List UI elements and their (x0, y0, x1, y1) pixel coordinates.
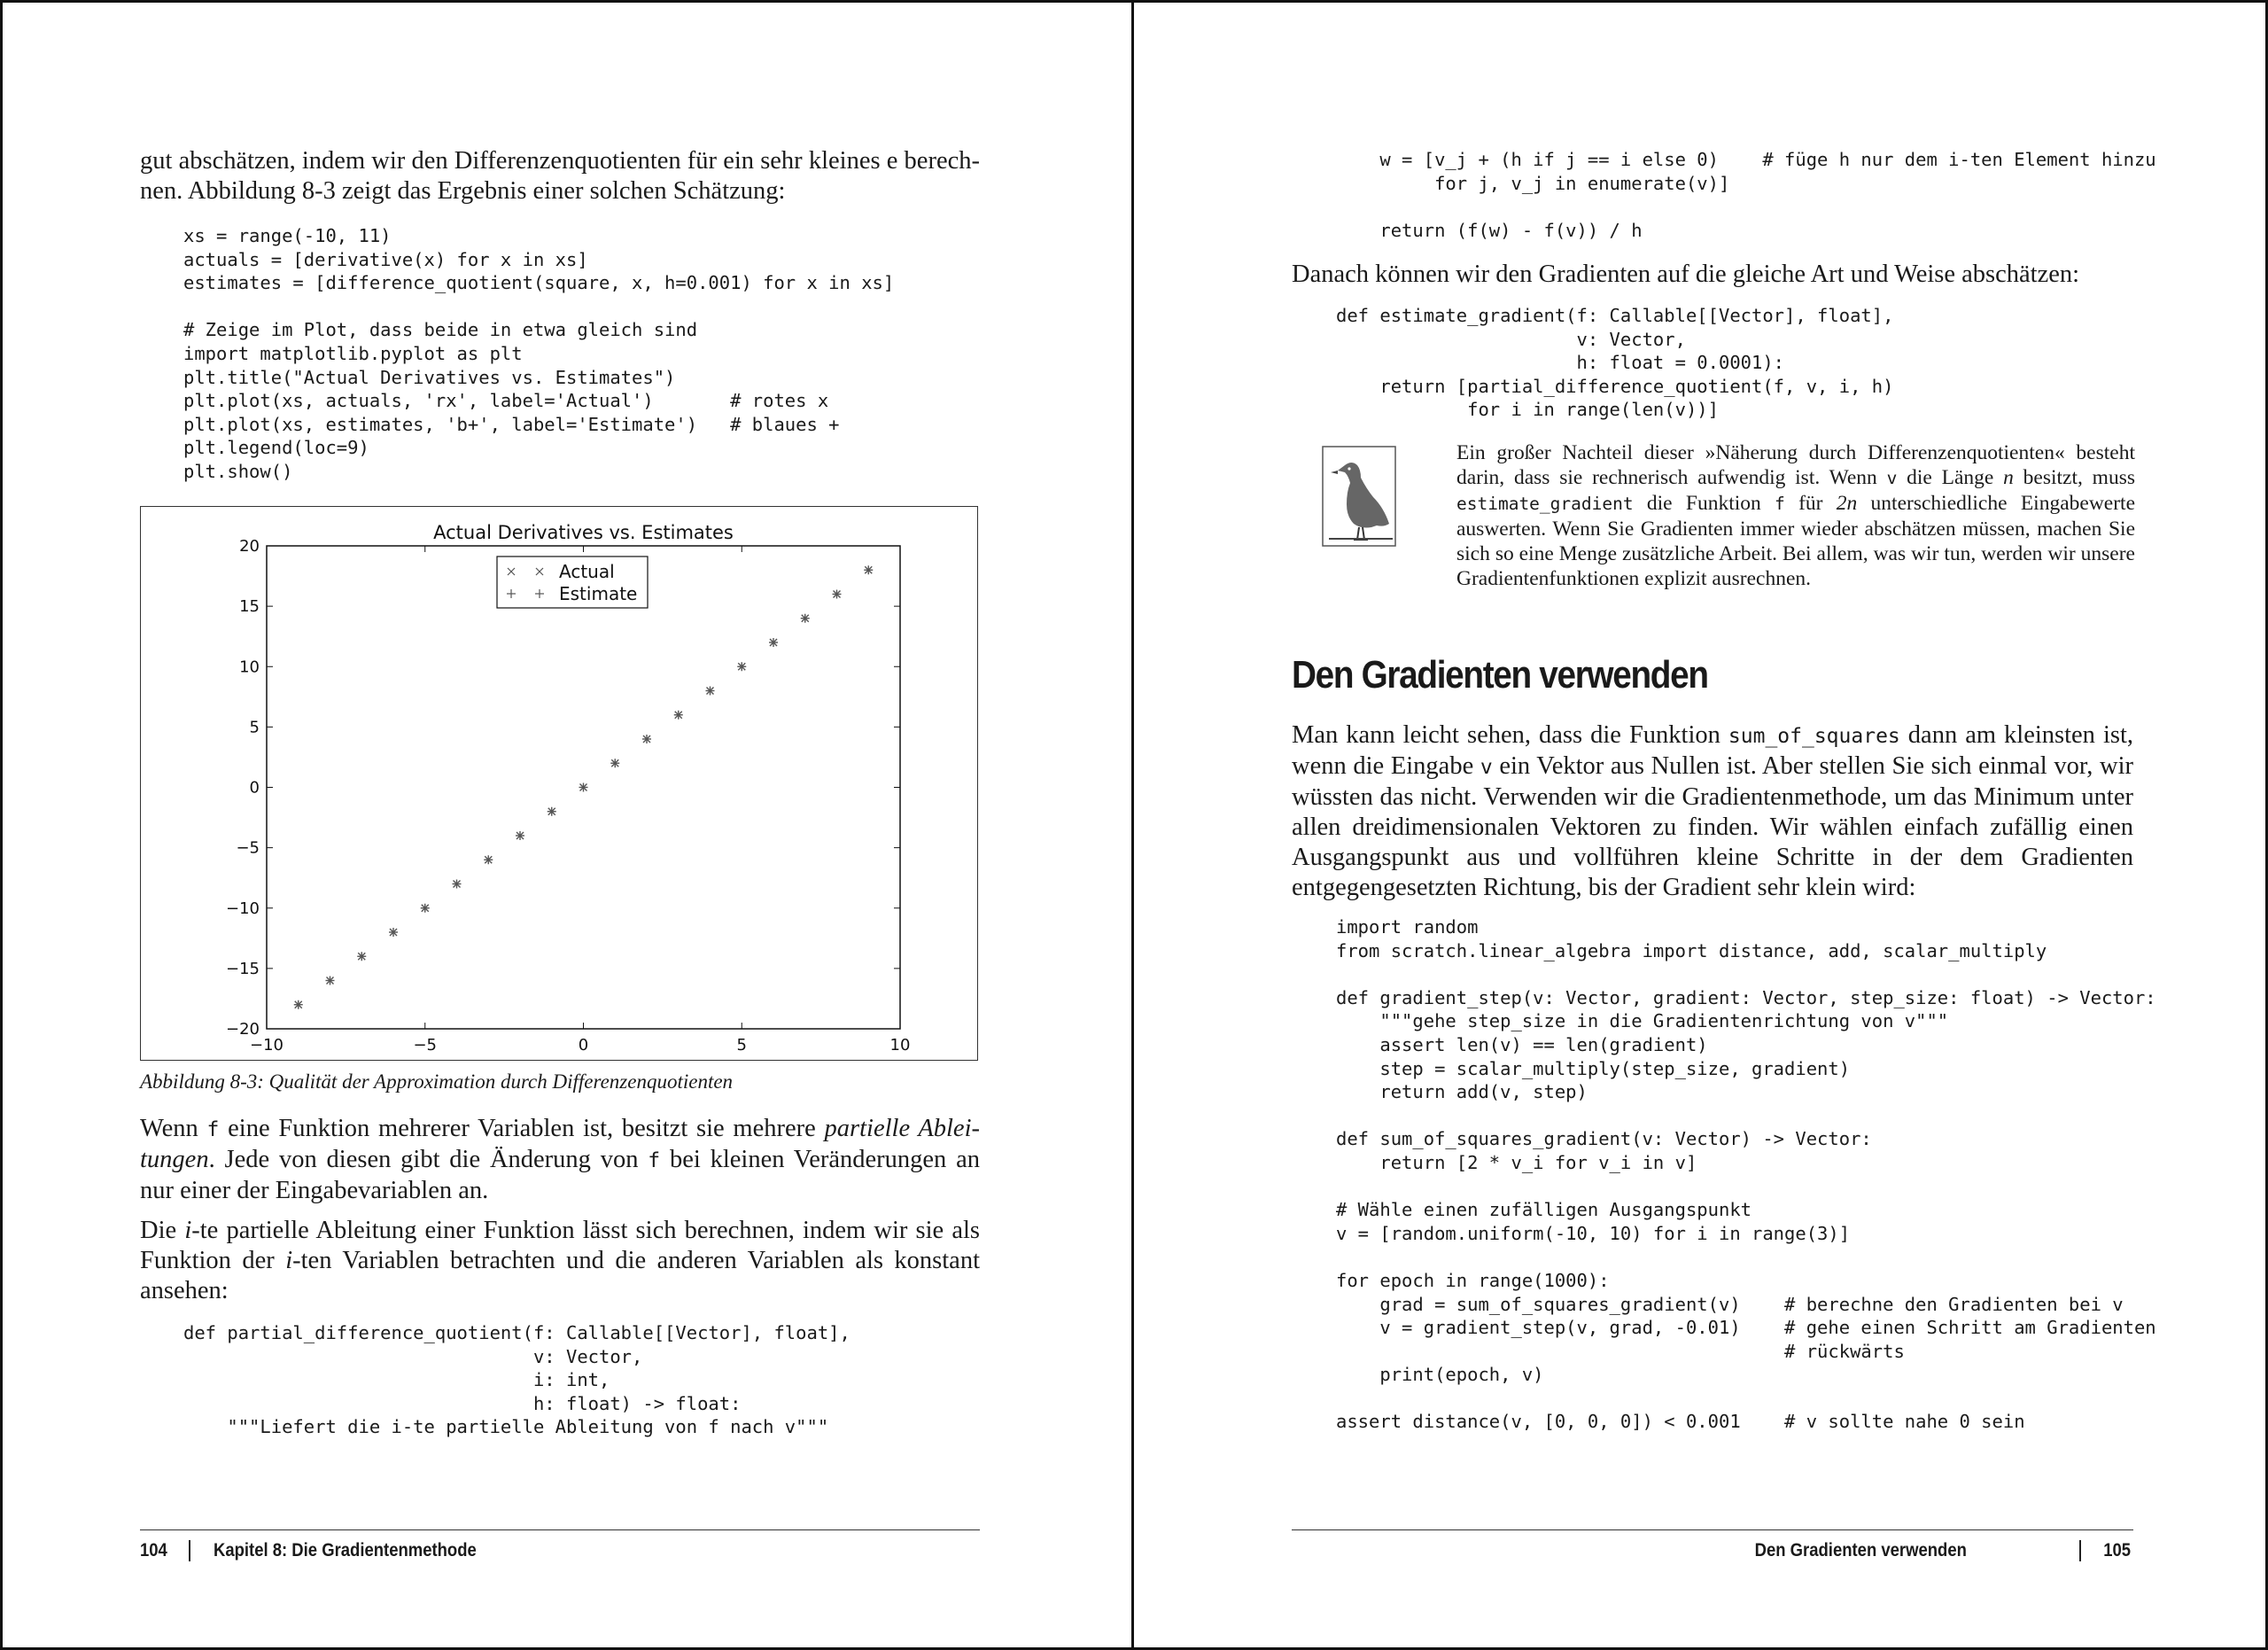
crow-bird-icon (1322, 446, 1396, 549)
footer-section-title: Den Gradienten verwenden (1754, 1540, 1967, 1560)
code-block-estimate-gradient: def estimate_gradient(f: Callable[[Vector], float], v: Vector, h: float = 0.0001): return [partial_difference_quotient(f, v, i, h) for i in range(len(v))] (1336, 305, 1894, 421)
text-run: -te partielle Ableitung einer Funktion lässt sich berechnen, indem wir sie als Funktion der (140, 1217, 980, 1274)
footer-rule (1292, 1529, 2133, 1530)
footer-separator (2079, 1540, 2081, 1561)
y-tick-label: −15 (226, 959, 260, 978)
y-tick-label: 10 (239, 658, 260, 677)
x-tick-label: 10 (889, 1036, 911, 1055)
text-run: Danach können wir den Gradienten auf die gleiche Art und Weise abschätzen: (1292, 261, 2080, 288)
para-section-intro (1292, 720, 2133, 903)
scatter-chart (141, 507, 979, 1062)
inline-code: f (648, 1149, 661, 1172)
text-run: die Funktion (1633, 492, 1775, 515)
code-block-top: w = [v_j + (h if j == i else 0) # füge h nur dem i-ten Element hinzu for j, v_j in enumerate(v)] return (f(w) - f(v)) / h (1379, 149, 2156, 241)
text-run: Ein großer Nachteil dieser »Näherung durch Differenzenquotienten« besteht darin, dass sie rechnerisch aufwendig ist. Wenn (1456, 441, 2135, 489)
text-run: besitzt, muss (2013, 466, 2135, 489)
code-block-estimates: xs = range(-10, 11) actuals = [derivative(x) for x in xs] estimates = [difference_quotient(square, x, h=0.001) for x in xs] # Zeige im Plot, dass beide in etwa gleich sind import matplotlib.pyplot as plt plt.title("Actual Derivatives vs. Estimates") plt.plot(xs, actuals, 'rx', label='Actual') # rotes x plt.plot(xs, estimates, 'b+', label='Estimate') # blaues + plt.legend(loc=9) plt.show() (183, 225, 895, 482)
y-tick-label: 5 (249, 718, 260, 737)
code-block-partial-difference: def partial_difference_quotient(f: Callable[[Vector], float], v: Vector, i: int, h: float) -> float: """Liefert die i-te partielle Ableitung von f nach v""" (183, 1322, 850, 1438)
para-partial-derivatives (140, 1114, 980, 1206)
emphasis: i (184, 1217, 192, 1244)
text-run: -ten Variablen betrachten und die anderen Variablen als konstant ansehen: (140, 1247, 980, 1304)
legend-label: Estimate (559, 583, 638, 604)
x-tick-label: −5 (413, 1036, 438, 1055)
inline-code: sum_of_squares (1728, 725, 1900, 748)
intro-paragraph (140, 146, 980, 206)
text-run: Man kann leicht sehen, dass die Funktion (1292, 721, 1728, 749)
text-run: Die (140, 1217, 185, 1244)
y-tick-label: −10 (226, 899, 260, 918)
text-run: Wenn (140, 1115, 207, 1142)
emphasis: i (285, 1247, 293, 1274)
y-tick-label: 0 (249, 778, 260, 798)
x-tick-label: −10 (250, 1036, 284, 1055)
footer-chapter-title: Kapitel 8: Die Gradientenmethode (214, 1540, 477, 1560)
inline-code: v (1480, 756, 1493, 779)
figure-frame (140, 506, 978, 1061)
emphasis: partielle Ableitungen (140, 1115, 980, 1173)
legend-label: Actual (559, 561, 615, 582)
inline-code: f (1775, 494, 1785, 514)
text-run: eine Funktion mehrerer Variablen ist, besitzt sie mehrere (219, 1115, 825, 1142)
emphasis: 2n (1836, 492, 1858, 515)
para-ith-partial (140, 1216, 980, 1306)
footer-page-number: 105 (2103, 1540, 2131, 1560)
y-tick-label: 20 (239, 537, 260, 556)
figure-caption: Abbildung 8-3: Qualität der Approximation durch Differenzenquotienten (140, 1070, 734, 1093)
y-tick-label: −20 (226, 1020, 260, 1039)
footer-rule (140, 1529, 980, 1530)
y-tick-label: −5 (236, 838, 260, 858)
emphasis: n (2003, 466, 2014, 489)
right-page (1134, 0, 2268, 1650)
para-estimate-gradient (1292, 260, 2133, 290)
text-run: . Jede von diesen gibt die Änderung von (208, 1146, 649, 1173)
inline-code: f (206, 1118, 220, 1141)
text-run: unterschiedliche Eingabewerte auswerten. Wenn Sie Gradienten immer wieder abschätzen müssen, machen Sie sich so eine Menge zusätzliche Arbeit. Bei allem, was wir tun, werden wir unsere Gradientenfunktionen explizit ausrechnen. (1456, 492, 2136, 590)
section-heading: Den Gradienten verwenden (1292, 653, 1708, 697)
text-run: dann am kleinsten ist, wenn die Eingabe (1292, 721, 2134, 780)
x-tick-label: 0 (578, 1036, 589, 1055)
text-run: bei kleinen Veränderungen an nur einer der Eingabevariablen an. (140, 1146, 981, 1204)
chart-title: Actual Derivatives vs. Estimates (433, 522, 734, 543)
inline-code: estimate_gradient (1456, 494, 1634, 514)
text-run: die Länge (1897, 466, 2004, 489)
code-block-gradient-step: import random from scratch.linear_algebra import distance, add, scalar_multiply def gradient_step(v: Vector, gradient: Vector, step_size: float) -> Vector: """gehe step_size in die Gradientenrichtung von v""" assert len(v) == len(gradient) step = scalar_multiply(step_size, gradient) return add(v, step) def sum_of_squares_gradient(v: Vector) -> Vector: return [2 * v_i for v_i in v] # Wähle einen zufälligen Ausgangspunkt v = [random.uniform(-10, 10) for i in range(3)] for epoch in range(1000): grad = sum_of_squares_gradient(v) # berechne den Gradienten bei v v = gradient_step(v, grad, -0.01) # gehe einen Schritt am Gradienten # rückwärts print(epoch, v) assert distance(v, [0, 0, 0]) < 0.001 # v sollte nahe 0 sein (1336, 916, 2156, 1433)
text-run: für (1784, 492, 1837, 515)
footer-page-number: 104 (140, 1540, 167, 1560)
inline-code: v (1886, 468, 1898, 488)
note-text (1456, 440, 2135, 591)
x-tick-label: 5 (736, 1036, 747, 1055)
text-run: gut abschätzen, indem wir den Differenzenquotienten für ein sehr kleines e berechnen. Abbildung 8-3 zeigt das Ergebnis einer solchen Schätzung: (140, 147, 980, 205)
text-run: ein Vektor aus Nullen ist. Aber stellen Sie sich einmal vor, wir wüssten das nicht. Verwenden wir die Gradientenmethode, um das Minimum unter allen dreidimensionalen Vektoren zu finden. Wir wählen einfach zufällig einen Ausgangspunkt aus und vollführen kleine Schritte in der dem Gradienten entgegengesetzten Richtung, bis der Gradient sehr klein wird: (1292, 752, 2133, 901)
y-tick-label: 15 (239, 597, 260, 617)
footer-separator (189, 1540, 190, 1561)
